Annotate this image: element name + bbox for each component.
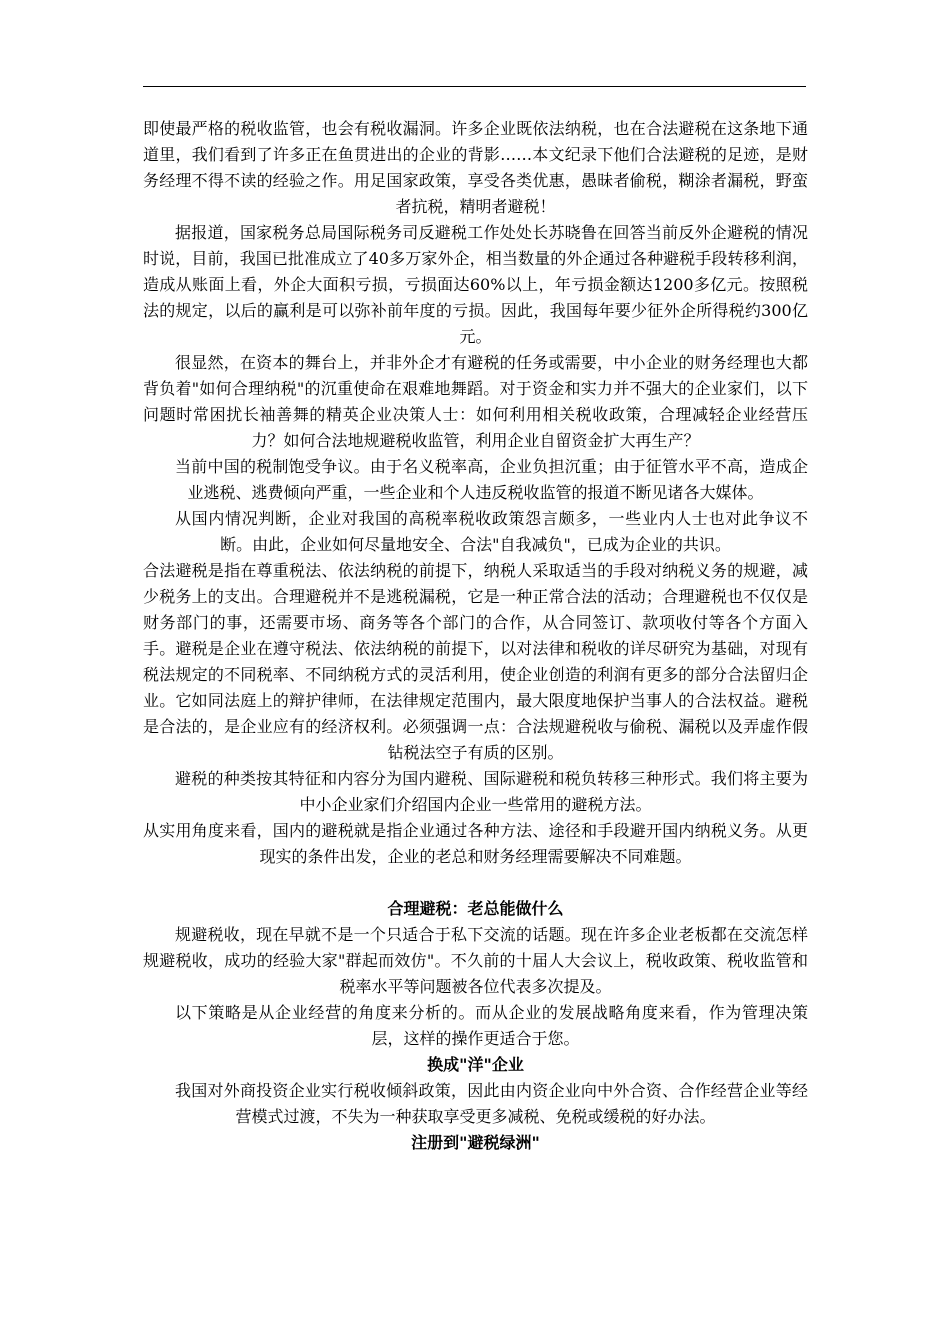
domestic-situation-paragraph: 从国内情况判断，企业对我国的高税率税收政策怨言颇多，一些业内人士也对此争议不断。由此，企业如何尽量地安全、合法"自我减负"，已成为企业的共识。 [175, 509, 808, 554]
section-heading-reasonable-avoidance: 合理避税：老总能做什么 [387, 899, 564, 918]
section-heading-tax-oasis: 注册到"避税绿洲" [411, 1133, 540, 1152]
legal-avoidance-definition-paragraph: 合法避税是指在尊重税法、依法纳税的前提下，纳税人采取适当的手段对纳税义务的规避，减少税务上的支出。合理避税并不是逃税漏税，它是一种正常合法的活动；合理避税也不仅仅是财务部门的事，还需要市场、商务等各个部门的合作，从合同签订、款项收付等各个方面入手。避税是企业在遵守税法、依法纳税的前提下，以对法律和税收的详尽研究为基础，对现有税法规定的不同税率、不同纳税方式的灵活利用，使企业创造的利润有更多的部分合法留归企业。它如同法庭上的辩护律师，在法律规定范围内，最大限度地保护当事人的合法权益。避税是合法的，是企业应有的经济权利。必须强调一点：合法规避税收与偷税、漏税以及弄虚作假钻税法空子有质的区别。 [143, 561, 808, 762]
intro-paragraph: 即使最严格的税收监管，也会有税收漏洞。许多企业既依法纳税，也在合法避税在这条地下通道里，我们看到了许多正在鱼贯进出的企业的背影……本文纪录下他们合法避税的足迹，是财务经理不得不读的经验之作。用足国家政策，享受各类优惠，愚昧者偷税，糊涂者漏税，野蛮者抗税，精明者避税！ [143, 119, 808, 216]
section-heading-foreign-enterprise: 换成"洋"企业 [427, 1055, 524, 1074]
report-paragraph: 据报道，国家税务总局国际税务司反避税工作处处长苏晓鲁在回答当前反外企避税的情况时说，目前，我国已批准成立了40多万家外企，相当数量的外企通过各种避税手段转移利润，造成从账面上看，外企大面积亏损，亏损面达60%以上，年亏损金额达1200多亿元。按照税法的规定，以后的赢利是可以弥补前年度的亏损。因此，我国每年要少征外企所得税约300亿元。 [143, 223, 808, 346]
capital-stage-paragraph: 很显然，在资本的舞台上，并非外企才有避税的任务或需要，中小企业的财务经理也大都背负着"如何合理纳税"的沉重使命在艰难地舞蹈。对于资金和实力并不强大的企业家们，以下问题时常困扰长袖善舞的精英企业决策人士：如何利用相关税收政策，合理减轻企业经营压力？如何合法地规避税收监管，利用企业自留资金扩大再生产？ [143, 353, 808, 450]
practical-view-paragraph: 从实用角度来看，国内的避税就是指企业通过各种方法、途径和手段避开国内纳税义务。从更现实的条件出发，企业的老总和财务经理需要解决不同难题。 [143, 821, 808, 866]
tax-system-paragraph: 当前中国的税制饱受争议。由于名义税率高，企业负担沉重；由于征管水平不高，造成企业逃税、逃费倾向严重，一些企业和个人违反税收监管的报道不断见诸各大媒体。 [175, 457, 808, 502]
avoidance-types-paragraph: 避税的种类按其特征和内容分为国内避税、国际避税和税负转移三种形式。我们将主要为中小企业家们介绍国内企业一些常用的避税方法。 [175, 769, 808, 814]
section2-paragraph: 我国对外商投资企业实行税收倾斜政策，因此由内资企业向中外合资、合作经营企业等经营模式过渡，不失为一种获取享受更多减税、免税或缓税的好办法。 [175, 1081, 808, 1126]
document-body [143, 116, 808, 1156]
header-rule [143, 86, 806, 87]
section1-paragraph-2: 以下策略是从企业经营的角度来分析的。而从企业的发展战略角度来看，作为管理决策层，这样的操作更适合于您。 [175, 1003, 808, 1048]
section1-paragraph-1: 规避税收，现在早就不是一个只适合于私下交流的话题。现在许多企业老板都在交流怎样规避税收，成功的经验大家"群起而效仿"。不久前的十届人大会议上，税收政策、税收监管和税率水平等问题被各位代表多次提及。 [143, 925, 808, 996]
